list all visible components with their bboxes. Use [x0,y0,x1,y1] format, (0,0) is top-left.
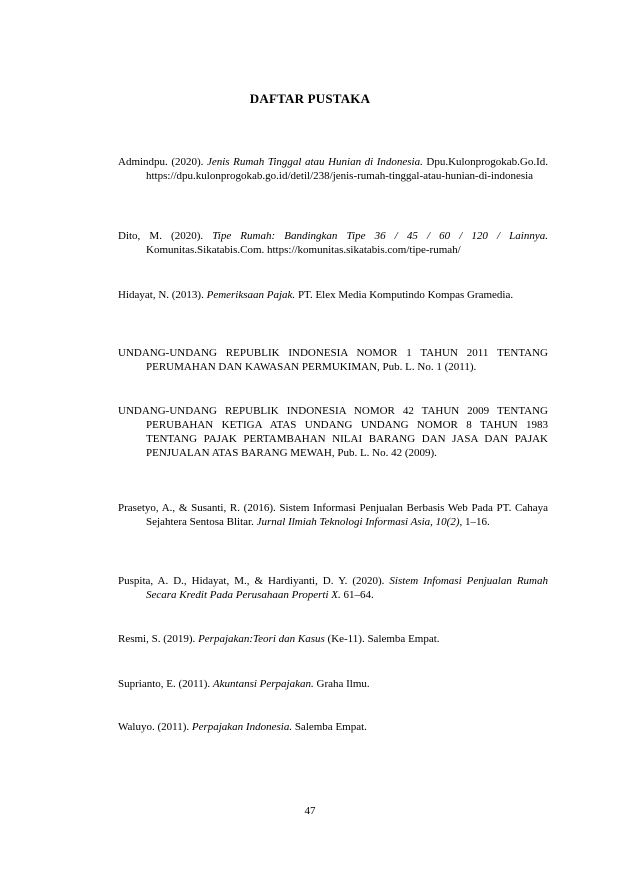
reference-entry [118,574,548,602]
reference-entry [118,404,548,460]
reference-entry [118,677,548,691]
reference-text: Salemba Empat. [292,721,367,733]
reference-entry [118,229,548,257]
reference-italic-title: Jenis Rumah Tinggal atau Hunian di Indonesia. [206,156,423,168]
reference-entry [118,155,548,183]
reference-italic-title: Pemeriksaan Pajak. [206,289,296,301]
reference-entry [118,632,548,646]
reference-text: Admindpu. (2020). [118,156,207,168]
reference-text: Graha Ilmu. [313,678,370,690]
reference-text: Dpu.Kulonprogokab.Go.Id. https://dpu.kulonprogokab.go.id/detil/238/jenis-rumah-tinggal-atau-hunian-di-indonesia [146,156,548,182]
reference-text: UNDANG-UNDANG REPUBLIK INDONESIA NOMOR 42 TAHUN 2009 TENTANG PERUBAHAN KETIGA ATAS UNDANG UNDANG NOMOR 8 TAHUN 1983 TENTANG PAJAK PERTAMBAHAN NILAI BARANG DAN JASA DAN PAJAK PENJUALAN ATAS BARANG MEWAH, Pub. L. No. 42 (2009). [118,405,548,459]
reference-entry [118,501,548,529]
reference-italic-title: Jurnal Ilmiah Teknologi Informasi Asia, 10(2), [256,516,463,528]
reference-entry [118,346,548,374]
reference-italic-title: Akuntansi Perpajakan. [212,678,314,690]
reference-text: (Ke-11). Salemba Empat. [324,633,440,645]
reference-text: Waluyo. (2011). [118,721,192,733]
reference-italic-title: Perpajakan Indonesia. [191,721,293,733]
page-title: DAFTAR PUSTAKA [249,91,371,106]
reference-text: Dito, M. (2020). [118,230,213,242]
reference-text: 1–16. [462,516,490,528]
reference-text: Hidayat, N. (2013). [118,289,207,301]
reference-italic-title: Sistem Infomasi Penjualan Rumah Secara Kredit Pada Perusahaan Properti X. [146,575,548,601]
reference-entry [118,720,548,734]
reference-text: Prasetyo, A., & Susanti, R. (2016). Sistem Informasi Penjualan Berbasis Web Pada PT. Cahaya Sejahtera Sentosa Blitar. [118,502,548,528]
reference-text: PT. Elex Media Komputindo Kompas Gramedia. [295,289,514,301]
reference-text: UNDANG-UNDANG REPUBLIK INDONESIA NOMOR 1 TAHUN 2011 TENTANG PERUMAHAN DAN KAWASAN PERMUKIMAN, Pub. L. No. 1 (2011). [118,347,548,373]
reference-entry [118,288,548,302]
reference-text: 61–64. [340,589,374,601]
reference-text: Puspita, A. D., Hidayat, M., & Hardiyanti, D. Y. (2020). [118,575,390,587]
reference-italic-title: Tipe Rumah: Bandingkan Tipe 36 / 45 / 60 / 120 / Lainnya. [212,230,548,242]
page-number: 47 [304,805,316,817]
reference-text: Resmi, S. (2019). [118,633,199,645]
reference-text: Komunitas.Sikatabis.Com. https://komunitas.sikatabis.com/tipe-rumah/ [146,244,461,256]
reference-italic-title: Perpajakan:Teori dan Kasus [198,633,325,645]
reference-text: Suprianto, E. (2011). [118,678,213,690]
